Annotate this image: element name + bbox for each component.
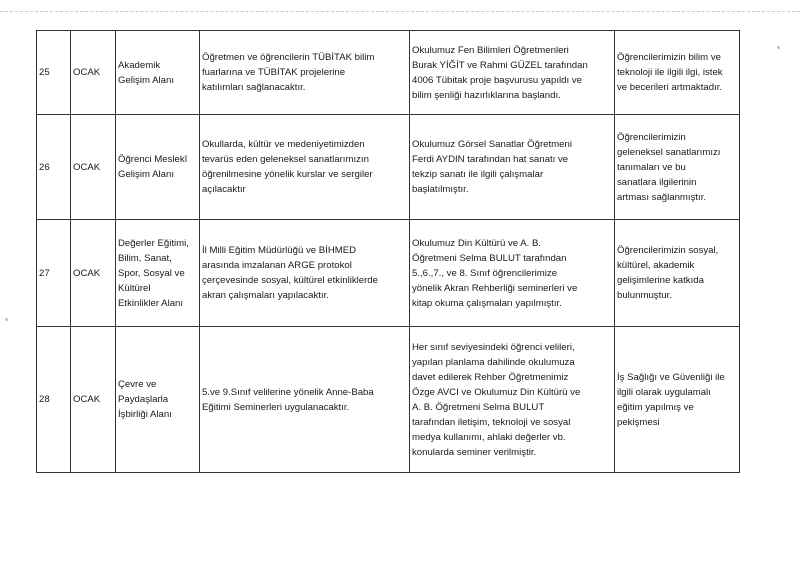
row-number: 26 [37, 115, 71, 220]
completed-work-cell: Okulumuz Görsel Sanatlar Öğretmeni Ferdi AYDIN tarafından hat sanatı ve tekzip sanatı ile ilgili çalışmalar başlatılmıştır. [410, 115, 615, 220]
planned-activity-cell: 5.ve 9.Sınıf velilerine yönelik Anne-Baba Eğitimi Seminerleri uygulanacaktır. [200, 327, 410, 473]
result-cell: Öğrencilerimizin geleneksel sanatlarımızı tanımaları ve bu sanatlara ilgilerinin artması sağlanmıştır. [615, 115, 740, 220]
table-row [37, 115, 740, 220]
planned-activity-cell: Okullarda, kültür ve medeniyetimizden tevarüs eden geleneksel sanatlarımızın öğrenilmesine yönelik kurslar ve sergiler açılacaktır [200, 115, 410, 220]
row-number: 27 [37, 220, 71, 327]
result-cell: İş Sağlığı ve Güvenliği ile ilgili olarak uygulamalı eğitim yapılmış ve pekişmesi [615, 327, 740, 473]
completed-work-cell: Her sınıf seviyesindeki öğrenci velileri, yapılan planlama dahilinde okulumuza davet edilerek Rehber Öğretmenimiz Özge AVCI ve Okulumuz Din Kültürü ve A. B. Öğretmeni Selma BULUT tarafından iletişim, teknoloji ve sosyal medya kullanımı, ahlaki değerler vb. konularda seminer verilmiştir. [410, 327, 615, 473]
month-cell: OCAK [71, 115, 116, 220]
area-cell: Değerler Eğitimi, Bilim, Sanat, Spor, Sosyal ve Kültürel Etkinlikler Alanı [116, 220, 200, 327]
result-cell: Öğrencilerimizin bilim ve teknoloji ile ilgili ilgi, istek ve becerileri artmaktadır. [615, 31, 740, 115]
month-cell: OCAK [71, 31, 116, 115]
row-number: 28 [37, 327, 71, 473]
result-cell: Öğrencilerimizin sosyal, kültürel, akademik gelişimlerine katkıda bulunmuştur. [615, 220, 740, 327]
row-number: 25 [37, 31, 71, 115]
completed-work-cell: Okulumuz Fen Bilimleri Öğretmenleri Burak YİĞİT ve Rahmi GÜZEL tarafından 4006 Tübitak proje başvurusu yapıldı ve bilim şenliği hazırlıklarına başlandı. [410, 31, 615, 115]
scan-mark [777, 46, 780, 49]
planned-activity-cell: Öğretmen ve öğrencilerin TÜBİTAK bilim fuarlarına ve TÜBİTAK projelerine katılımları sağlanacaktır. [200, 31, 410, 115]
scan-mark [5, 318, 8, 321]
activity-table [36, 30, 740, 473]
completed-work-cell: Okulumuz Din Kültürü ve A. B. Öğretmeni Selma BULUT tarafından 5.,6.,7., ve 8. Sınıf öğrencilerimize yönelik Akran Rehberliği seminerleri ve kitap okuma çalışmaları yapılmıştır. [410, 220, 615, 327]
month-cell: OCAK [71, 220, 116, 327]
page-edge [0, 11, 800, 12]
table-row [37, 31, 740, 115]
planned-activity-cell: İl Milli Eğitim Müdürlüğü ve BİHMED arasında imzalanan ARGE protokol çerçevesinde sosyal, kültürel etkinliklerde akran çalışmaları yapılacaktır. [200, 220, 410, 327]
table-row [37, 220, 740, 327]
table-row [37, 327, 740, 473]
month-cell: OCAK [71, 327, 116, 473]
area-cell: Öğrenci Meslekî Gelişim Alanı [116, 115, 200, 220]
area-cell: Akademik Gelişim Alanı [116, 31, 200, 115]
area-cell: Çevre ve Paydaşlarla İşbirliği Alanı [116, 327, 200, 473]
